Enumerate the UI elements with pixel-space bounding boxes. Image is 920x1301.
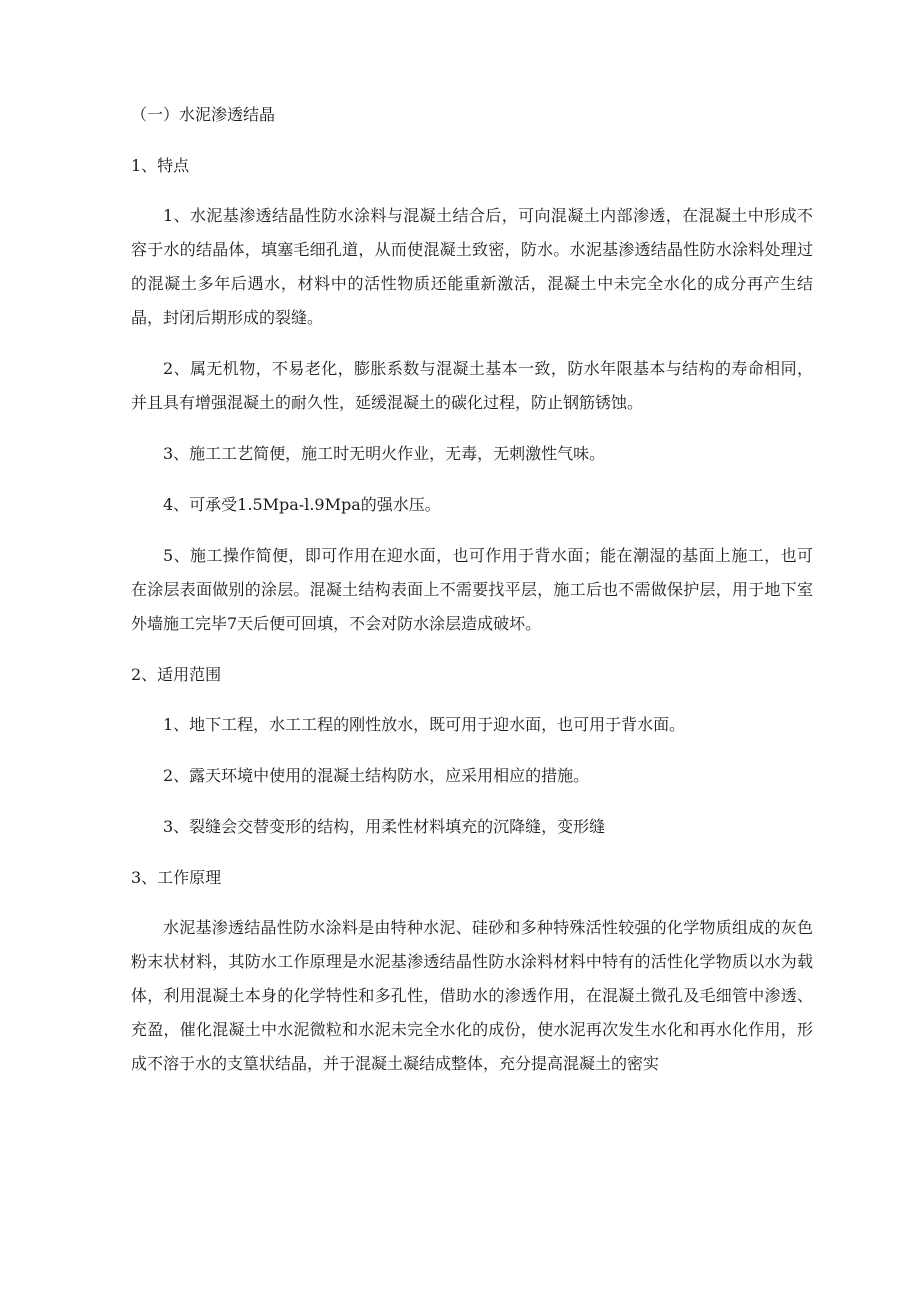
feature-item-3: 3、施工工艺简便，施工时无明火作业，无毒，无刺激性气味。 — [163, 444, 606, 463]
feature-item-4: 4、可承受1.5Mpa-l.9Mpa的强水压。 — [163, 495, 441, 514]
feature-item-5: 5、施工操作简便，即可作用在迎水面，也可作用于背水面；能在潮湿的基面上施工，也可在涂层表面做别的涂层。混凝土结构表面上不需要找平层，施工后也不需做保护层，用于地下室外墙施工完毕7天后便可回填，不会对防水涂层造成破坏。 — [131, 546, 813, 633]
scope-item-3: 3、裂缝会交替变形的结构，用柔性材料填充的沉降缝，变形缝 — [163, 817, 606, 836]
features-heading: 1、特点 — [131, 156, 190, 175]
feature-item-1: 1、水泥基渗透结晶性防水涂料与混凝土结合后，可向混凝土内部渗透，在混凝土中形成不容于水的结晶体，填塞毛细孔道，从而使混凝土致密，防水。水泥基渗透结晶性防水涂料处理过的混凝土多年后遇水，材料中的活性物质还能重新激活，混凝土中未完全水化的成分再产生结晶，封闭后期形成的裂缝。 — [131, 206, 813, 327]
scope-item-2: 2、露天环境中使用的混凝土结构防水，应采用相应的措施。 — [163, 766, 590, 785]
principle-heading: 3、工作原理 — [131, 868, 222, 887]
document-body — [131, 98, 813, 1081]
principle-text: 水泥基渗透结晶性防水涂料是由特种水泥、硅砂和多种特殊活性较强的化学物质组成的灰色粉末状材料，其防水工作原理是水泥基渗透结晶性防水涂料材料中特有的活性化学物质以水为载体，利用混凝土本身的化学特性和多孔性，借助水的渗透作用，在混凝土微孔及毛细管中渗透、充盈，催化混凝土中水泥微粒和水泥未完全水化的成份，使水泥再次发生水化和再水化作用，形成不溶于水的支篁状结晶，并于混凝土凝结成整体，充分提高混凝土的密实 — [131, 918, 813, 1073]
scope-heading: 2、适用范围 — [131, 665, 222, 684]
feature-item-2: 2、属无机物，不易老化，膨胀系数与混凝土基本一致，防水年限基本与结构的寿命相同，并且具有增强混凝土的耐久性，延缓混凝土的碳化过程，防止钢筋锈蚀。 — [131, 359, 813, 412]
scope-item-1: 1、地下工程，水工工程的刚性放水，既可用于迎水面，也可用于背水面。 — [163, 715, 686, 734]
section-title: （一）水泥渗透结晶 — [131, 105, 276, 124]
